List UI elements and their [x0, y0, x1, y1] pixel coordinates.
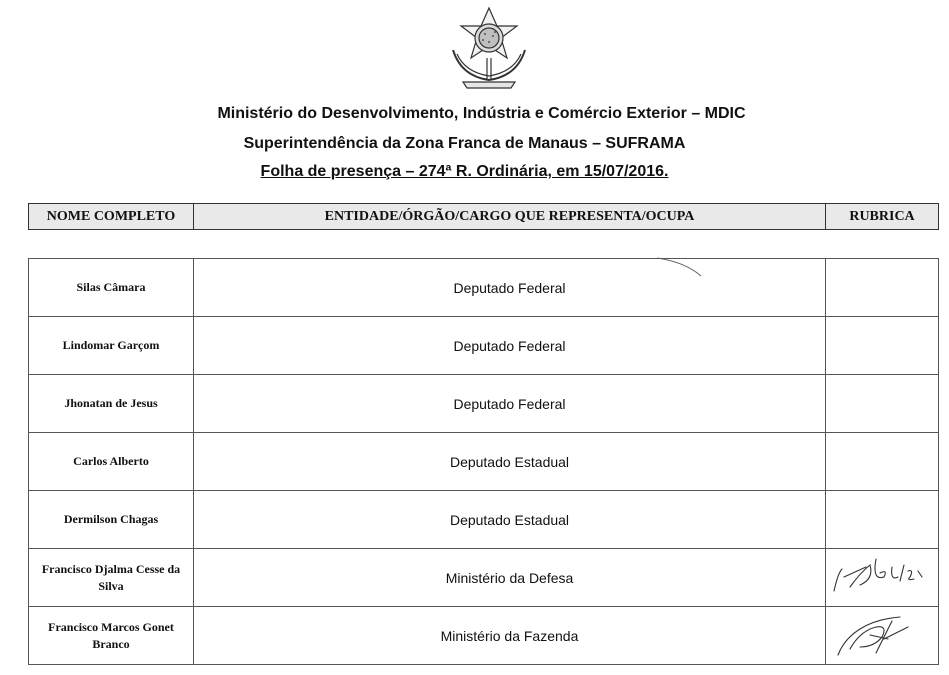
attendee-name: Lindomar Garçom [29, 317, 194, 375]
attendee-entity: Ministério da Defesa [194, 549, 826, 607]
signature-cell [826, 317, 939, 375]
attendee-entity: Deputado Federal [194, 375, 826, 433]
column-header-table [28, 203, 939, 230]
signature-cell [826, 607, 939, 665]
table-row [29, 607, 939, 665]
table-row [29, 549, 939, 607]
attendee-name: Francisco Marcos Gonet Branco [29, 607, 194, 665]
column-header-name: NOME COMPLETO [29, 204, 194, 230]
handwritten-signature [830, 551, 934, 603]
table-row [29, 375, 939, 433]
signature-cell [826, 375, 939, 433]
coat-of-arms-emblem [443, 6, 535, 92]
table-row [29, 317, 939, 375]
attendance-table [28, 258, 939, 665]
attendee-name: Carlos Alberto [29, 433, 194, 491]
attendee-entity: Deputado Estadual [194, 491, 826, 549]
signature-cell [826, 259, 939, 317]
attendee-name: Dermilson Chagas [29, 491, 194, 549]
attendee-name: Francisco Djalma Cesse da Silva [29, 549, 194, 607]
attendee-entity: Deputado Estadual [194, 433, 826, 491]
attendee-entity: Deputado Federal [194, 259, 826, 317]
table-row [29, 491, 939, 549]
handwritten-signature [830, 609, 934, 661]
attendee-entity: Ministério da Fazenda [194, 607, 826, 665]
attendee-name: Jhonatan de Jesus [29, 375, 194, 433]
signature-cell [826, 549, 939, 607]
signature-cell [826, 491, 939, 549]
table-row [29, 259, 939, 317]
signature-cell [826, 433, 939, 491]
attendance-sheet-title: Folha de presença – 274ª R. Ordinária, em 15/07/2016. [260, 163, 669, 180]
ministry-title: Ministério do Desenvolvimento, Indústria e Comércio Exterior – MDIC [217, 105, 746, 122]
attendee-name: Silas Câmara [29, 259, 194, 317]
attendee-entity: Deputado Federal [194, 317, 826, 375]
column-header-signature: RUBRICA [826, 204, 939, 230]
superintendency-title: Superintendência da Zona Franca de Manaus – SUFRAMA [243, 135, 686, 152]
column-header-entity: ENTIDADE/ÓRGÃO/CARGO QUE REPRESENTA/OCUPA [194, 204, 826, 230]
table-row [29, 433, 939, 491]
